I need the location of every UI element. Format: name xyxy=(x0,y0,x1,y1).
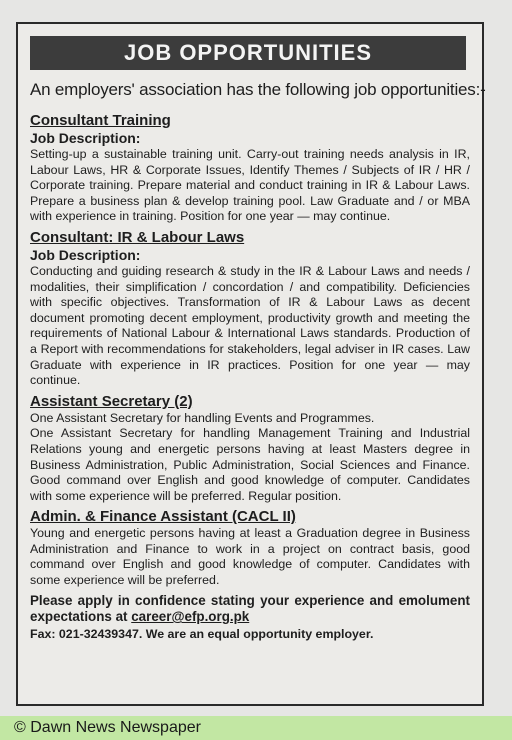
email-link[interactable]: career@efp.org.pk xyxy=(131,609,250,625)
job-description xyxy=(30,411,470,505)
job-description-label: Job Description: xyxy=(30,130,141,146)
job-description-label: Job Description: xyxy=(30,246,141,263)
job-title: Assistant Secretary (2) xyxy=(30,392,193,410)
apply-instructions xyxy=(30,593,470,626)
job-description-line: One Assistant Secretary for handling Management Training and Industrial Relations young and energetic persons having at least Masters degree in Business Administration, Public Administration, Social Sciences and Finance. Good command over English and good knowledge of computer. Candidates with some experience will be preferred. Regular position. xyxy=(30,426,470,503)
ad-heading: JOB OPPORTUNITIES xyxy=(30,36,466,70)
fax-line: Fax: 021-32439347. We are an equal opportunity employer. xyxy=(30,626,374,641)
job-title: Consultant: IR & Labour Laws xyxy=(30,228,245,246)
job-title: Admin. & Finance Assistant (CACL II) xyxy=(30,508,296,526)
job-description-line: One Assistant Secretary for handling Events and Programmes. xyxy=(30,410,375,425)
job-description: Setting-up a sustainable training unit. Carry-out training needs analysis in IR, Labour Laws, HR & Corporate Issues, Identify Themes / Subjects of IR / HR / Corporate training. Prepare material and conduct training in IR & Labour Laws. Prepare a business plan & develop training pool. Law Graduate and / or MBA with experience in training. Position for one year — may continue. xyxy=(30,147,470,224)
job-listing xyxy=(30,112,470,225)
source-credit: © Dawn News Newspaper xyxy=(0,716,512,740)
job-listing xyxy=(30,229,470,389)
job-title: Consultant Training xyxy=(30,112,171,129)
job-listing xyxy=(30,393,470,505)
ad-intro: An employers' association has the following job opportunities:- xyxy=(30,80,486,99)
advertisement-frame xyxy=(16,22,484,706)
apply-text: Please apply in confidence stating your experience and emolument expectations at xyxy=(30,592,470,625)
job-description: Conducting and guiding research & study in the IR & Labour Laws and needs / modalities, their simplification / concordation / and compatibility. Deficiencies with specific objectives. Transformation of IR & Labour Laws as decent document promoting decent employment, productivity growth and meeting the requirements of National Labour & International Laws standards. Production of a Report with recommendations for stakeholders, legal adviser in IR cases. Law Graduate with experience in IR practices. Position for one year — may continue. xyxy=(30,263,470,388)
job-list xyxy=(30,112,470,642)
job-listing xyxy=(30,508,470,588)
job-description: Young and energetic persons having at least a Graduation degree in Business Administration and Finance to work in a project on contract basis, good command over English and good knowledge of computer. Candidates with some experience will be preferred. xyxy=(30,526,470,588)
